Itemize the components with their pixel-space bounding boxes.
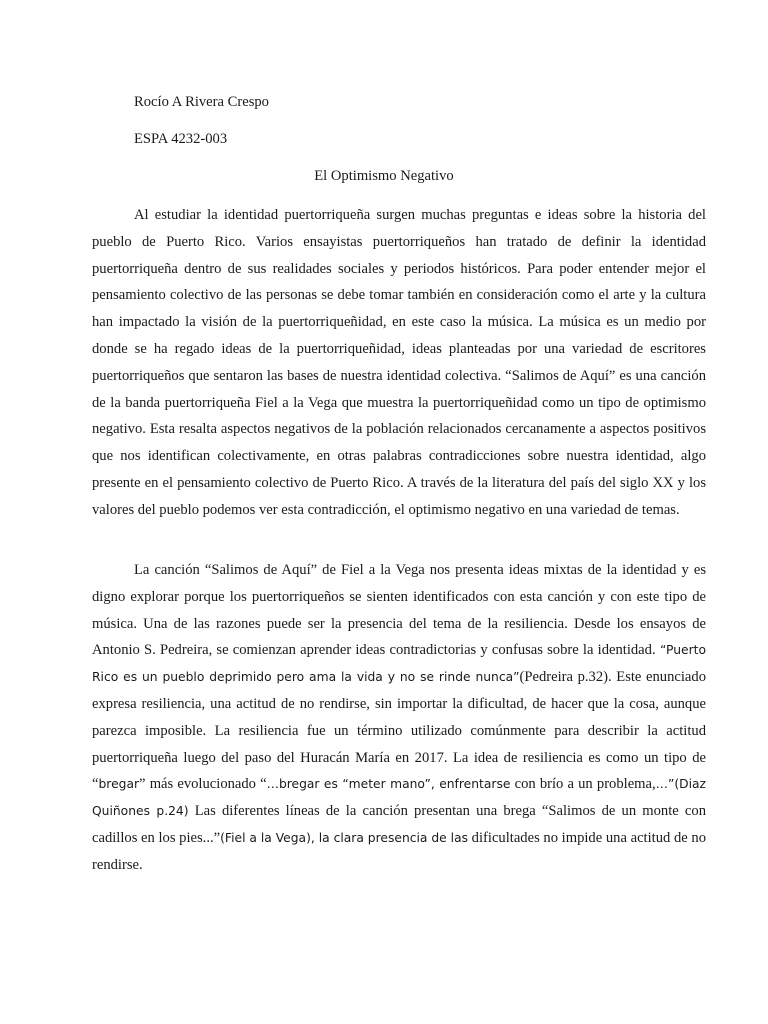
paragraph-1: Al estudiar la identidad puertorriqueña surgen muchas preguntas e ideas sobre la historia del pueblo de Puerto Rico. Varios ensayistas puertorriqueños han tratado de definir la identidad puertorriqueña dentro de sus realidades sociales y periodos históricos. Para poder entender mejor el pensamiento colectivo de las personas se debe tomar también en consideración como el arte y la cultura han impactado la visión de la puertorriqueñidad, en este caso la música. La música es un medio por donde se ha regado ideas de la puertorriqueñidad, ideas planteadas por una variedad de escritores puertorriqueños que sentaron las bases de nuestra identidad colectiva. “Salimos de Aquí” es una canción de la banda puertorriqueña Fiel a la Vega que muestra la puertorriqueñidad como un tipo de optimismo negativo. Esta resalta aspectos negativos de la población relacionados cercanamente a aspectos positivos que nos identifican colectivamente, en otras palabras contradicciones sobre nuestra identidad, algo presente en el pensamiento colectivo de Puerto Rico. A través de la literatura del país del siglo XX y los valores del pueblo podemos ver esta contradicción, el optimismo negativo en una variedad de temas. [92, 207, 706, 518]
paragraph-2-text: Las diferentes líneas de la canción presentan una brega “Salimos de un monte con cadillos en los pies...” [92, 803, 706, 846]
paragraph-2-text: (Pedreira p.32). Este enunciado expresa resiliencia, una actitud de no rendirse, sin importar la dificultad, de hacer que la cosa, aunque parezca imposible. La resiliencia fue un término utilizado comúnmente para describir la actitud puertorriqueña luego del paso del Huracán María en 2017. La idea de resiliencia es como un tipo de “ [92, 669, 706, 793]
paragraph-2-text: dificultades no impide una actitud de no rendirse. [92, 829, 706, 873]
paragraph-2-text: La canción “Salimos de Aquí” de Fiel a la Vega nos presenta ideas mixtas de la identidad y es digno explorar porque los puertorriqueños se sienten identificados con esta canción y con este tipo de música. Una de las razones puede ser la presencia del tema de la resiliencia. Desde los ensayos de Antonio S. Pedreira, se comienzan aprender ideas contradictorias y confusas sobre la identidad. [92, 562, 706, 659]
pedreira-quote: “Puerto Rico es un pueblo deprimido pero ama la vida y no se rinde nunca” [92, 643, 706, 685]
author-name: Rocío A Rivera Crespo [134, 94, 269, 110]
paragraph-2-text: ” más evolucionado “ [139, 776, 267, 793]
essay-title: El Optimismo Negativo [314, 168, 454, 184]
paragraph-2-text: con brío a un problema, [510, 776, 656, 793]
diaz-quinones-quote: …bregar es “meter mano”, enfrentarse [266, 777, 511, 792]
course-code: ESPA 4232-003 [134, 131, 228, 147]
bregar-term: bregar [98, 777, 140, 792]
paragraph-2 [92, 557, 706, 879]
fiel-a-la-vega-citation: (Fiel a la Vega), la clara presencia de las [220, 830, 469, 845]
diaz-quinones-citation: …”(Diaz Quiñones p.24) [92, 777, 707, 819]
